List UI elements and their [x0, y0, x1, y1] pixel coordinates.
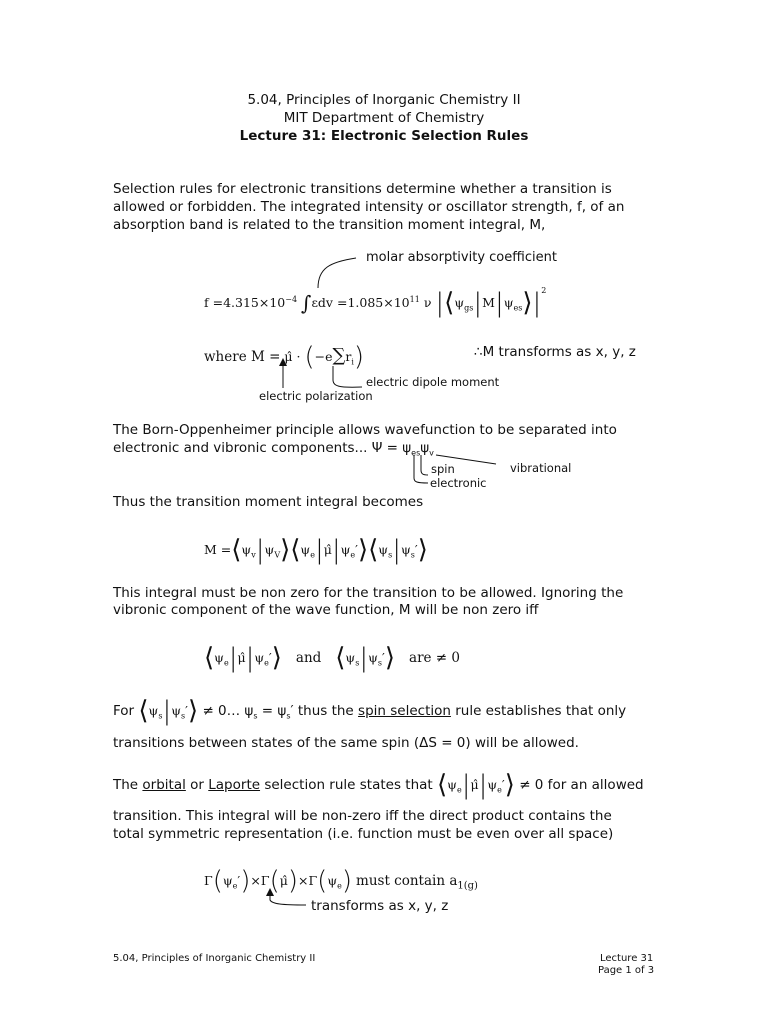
eq-prime: ′ [268, 650, 272, 665]
eq-sub: es [513, 303, 523, 313]
lecture-title: Lecture 31: Electronic Selection Rules [239, 128, 529, 144]
eq-prime: ′ [414, 542, 418, 557]
must-contain-text: must contain a [356, 873, 458, 889]
times-symbol: × [250, 873, 261, 888]
bar: | [494, 288, 504, 318]
eq-lhs: f = [204, 295, 224, 310]
mu-operator: μ̂ [284, 349, 293, 364]
eq-sub: e [310, 550, 315, 560]
label-electric-polarization: electric polarization [259, 389, 373, 403]
eq-lhs: M = [204, 542, 232, 557]
eq-psi: ψ [222, 873, 233, 888]
eq-sub: e [223, 658, 229, 668]
footer-course: 5.04, Principles of Inorganic Chemistry II [113, 953, 316, 964]
gamma-symbol: Γ [204, 873, 213, 888]
eq-operator: M [482, 295, 495, 310]
eq-prefix: where M = [204, 349, 281, 365]
paren: ) [353, 342, 365, 372]
eq-psi: ψ [503, 295, 514, 310]
are-nonzero-text: are ≠ 0 [409, 650, 460, 666]
eq-sub: e [264, 658, 269, 668]
course-title: 5.04, Principles of Inorganic Chemistry II [247, 92, 521, 108]
eq-psi: ψ [447, 777, 457, 792]
paren: ( [212, 866, 223, 896]
bracket: ⟩⟨ [280, 535, 301, 565]
label-electric-dipole: electric dipole moment [366, 375, 500, 389]
eq-sub: e [337, 881, 342, 891]
bar: | [461, 770, 471, 800]
bracket: ⟩ [417, 535, 428, 565]
eq-sub: e [350, 550, 356, 560]
for-text: For [113, 703, 135, 719]
eq-term: −e [314, 349, 333, 364]
nonzero-condition-equation [204, 643, 460, 673]
eq-sub: gs [464, 303, 474, 313]
spin-rule-line [113, 696, 627, 726]
mu-operator: μ̂ [237, 650, 246, 665]
orbital-text: The [113, 777, 143, 793]
eq-sub: i [351, 357, 354, 367]
eq-psi: ψ [420, 440, 430, 456]
condition-line: This integral must be non zero for the transition to be allowed. Ignoring the [113, 585, 624, 601]
eq-sub: e [456, 785, 462, 795]
dipole-equation [204, 342, 364, 372]
bracket: ⟨ [138, 696, 149, 726]
abs-bar: |⟨ [435, 288, 455, 318]
bracket: ⟩ [188, 696, 199, 726]
spin-selection-link[interactable]: spin selection [358, 703, 451, 719]
bar: | [162, 696, 172, 726]
orbital-text: or [185, 777, 209, 793]
integral-sign: ∫ [301, 291, 312, 315]
eq-nu: ν [423, 295, 432, 310]
eq-psi: ψ [148, 703, 159, 718]
orbital-rule-line: total symmetric representation (i.e. function must be even over all space) [113, 826, 614, 842]
eq-sub: s [377, 658, 383, 668]
gamma-symbol: Γ [308, 873, 318, 888]
eq-prime: ′ [185, 703, 188, 718]
eq-prime: ′ [355, 542, 358, 557]
bar: | [473, 288, 483, 318]
spin-rule-line: transitions between states of the same spin (ΔS = 0) will be allowed. [113, 735, 579, 751]
eq-psi: ψ [264, 542, 275, 557]
bar: | [245, 643, 255, 673]
eq-dot: · [296, 349, 301, 364]
eq-psi: ψ [340, 542, 351, 557]
direct-product-equation [204, 866, 478, 896]
transforms-conclusion: ∴M transforms as x, y, z [474, 344, 636, 360]
label-spin: spin [431, 462, 455, 476]
bracket: ⟩ [504, 770, 515, 800]
bracket: ⟨ [204, 643, 215, 673]
spin-text: ′ thus the [290, 703, 359, 719]
eq-psi: ψ [171, 703, 182, 718]
eq-psi: ψ [454, 295, 465, 310]
eq-prime: ′ [501, 777, 505, 792]
bracket: ⟨ [335, 643, 346, 673]
eq-sub: v [429, 448, 434, 458]
spin-text: ≠ 0… ψ [202, 703, 254, 719]
bar: | [331, 535, 341, 565]
eq-psi: ψ [400, 542, 411, 557]
born-line [113, 439, 434, 463]
eq-sub: s [355, 658, 360, 668]
label-electronic: electronic [430, 476, 487, 490]
eq-psi: ψ [214, 650, 224, 665]
abs-bar: ⟩| [522, 288, 542, 318]
eq-sub: es [411, 448, 421, 458]
label-vibrational: vibrational [510, 461, 572, 475]
oscillator-strength-equation [204, 286, 546, 318]
born-text: electronic and vibronic components... Ψ = ψ [113, 440, 412, 456]
annotation-transforms: transforms as x, y, z [311, 898, 449, 914]
eq-sub: s [388, 550, 393, 560]
footer-page: Page 1 of 3 [598, 965, 655, 976]
eq-r: r [345, 349, 352, 364]
paren: ( [304, 342, 315, 372]
bracket: ⟩ [271, 643, 282, 673]
eq-psi: ψ [487, 777, 498, 792]
spin-text: rule establishes that only [450, 703, 627, 719]
paren: ) [287, 866, 298, 896]
eq-sub: e [497, 785, 502, 795]
eq-sub: s [253, 711, 258, 721]
mu-operator: μ̂ [323, 542, 332, 557]
gamma-symbol: Γ [260, 873, 270, 888]
bar: | [478, 770, 488, 800]
eq-psi: ψ [300, 542, 311, 557]
footer-lecture: Lecture 31 [600, 953, 654, 964]
eq-psi: ψ [368, 650, 378, 665]
bracket: ⟨ [231, 535, 242, 565]
bracket: ⟩ [384, 643, 396, 673]
eq-exponent: 11 [409, 294, 420, 304]
orbital-rule-line: transition. This integral will be non-zero iff the direct product contains the [113, 808, 612, 824]
eq-sub: s [410, 550, 415, 560]
thus-text: Thus the transition moment integral becomes [113, 494, 424, 510]
bar: | [392, 535, 401, 565]
sum-sign: ∑ [332, 345, 346, 366]
orbital-rule-line [113, 770, 644, 800]
eq-exponent: −4 [285, 294, 298, 304]
bar: | [314, 535, 324, 565]
paren: ( [317, 866, 328, 896]
eq-psi: ψ [378, 542, 389, 557]
bar: | [228, 643, 238, 673]
transition-moment-equation [204, 535, 428, 565]
eq-coefficient: 1.085×10 [347, 295, 410, 310]
bar: | [359, 643, 369, 673]
condition-line: vibronic component of the wave function, M will be non zero iff [113, 602, 539, 618]
intro-line: allowed or forbidden. The integrated intensity or oscillator strength, f, of an [113, 199, 625, 215]
orbital-text: selection rule states that [260, 777, 433, 793]
eq-sub: s [158, 711, 163, 721]
eq-prime: ′ [382, 650, 385, 665]
spin-text: = ψ [257, 703, 287, 719]
bar: | [255, 535, 265, 565]
eq-sub: s [181, 711, 186, 721]
paren: ) [341, 866, 353, 896]
bracket: ⟩⟨ [358, 535, 379, 565]
department: MIT Department of Chemistry [283, 110, 485, 126]
eq-power: 2 [541, 286, 547, 295]
paren: ) [240, 866, 251, 896]
eq-psi: ψ [241, 542, 252, 557]
eq-equals: = [336, 295, 348, 310]
and-text: and [295, 650, 322, 666]
eq-sub: V [274, 550, 281, 560]
paren: ( [269, 866, 280, 896]
eq-psi: ψ [345, 650, 356, 665]
intro-line: absorption band is related to the transition moment integral, M, [113, 217, 546, 233]
eq-sub: 1(g) [457, 880, 478, 892]
eq-psi: ψ [254, 650, 265, 665]
eq-sub: e [232, 881, 238, 891]
bracket: ⟨ [437, 770, 448, 800]
eq-prime: ′ [237, 873, 241, 888]
eq-sub: s [286, 711, 291, 721]
eq-integrand: εdv [311, 295, 333, 310]
orbital-link[interactable]: orbital [142, 777, 186, 793]
laporte-link[interactable]: Laporte [208, 777, 261, 793]
mu-operator: μ̂ [470, 777, 479, 792]
eq-psi: ψ [327, 873, 338, 888]
times-symbol: × [298, 873, 309, 888]
orbital-text: ≠ 0 for an allowed [519, 777, 644, 793]
mu-operator: μ̂ [279, 873, 288, 888]
born-line: The Born-Oppenheimer principle allows wavefunction to be separated into [113, 422, 617, 438]
eq-sub: v [251, 550, 256, 560]
eq-coefficient: 4.315×10 [223, 295, 286, 310]
annotation-molar-absorptivity: molar absorptivity coefficient [366, 250, 557, 265]
intro-line: Selection rules for electronic transitions determine whether a transition is [113, 181, 612, 197]
